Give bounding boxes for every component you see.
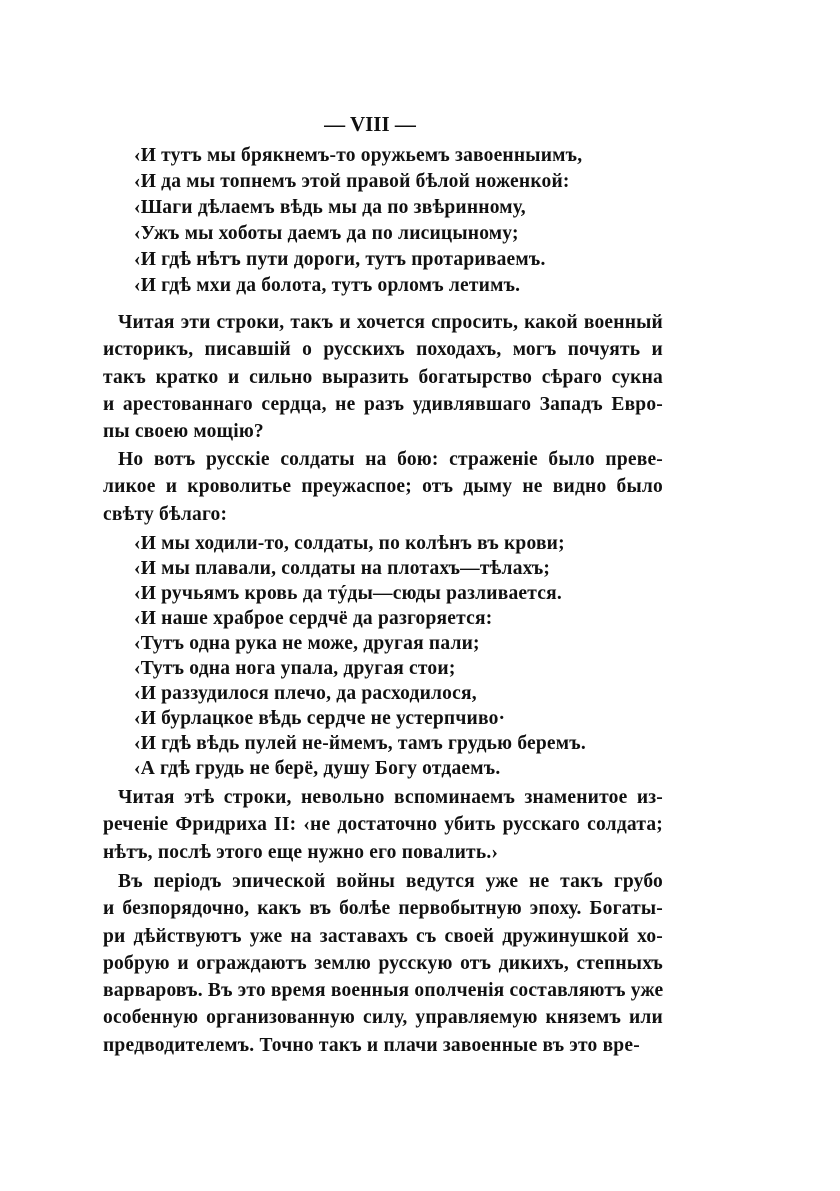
text-line: реченіе Фридриха II: ‹не достаточно убить русскаго солдата; <box>103 814 663 836</box>
text-line: Читая эти строки, такъ и хочется спросить, какой военный <box>118 312 663 333</box>
verse-line: ‹И наше храброе сердчё да разгоряется: <box>134 608 493 629</box>
verse-line: ‹И гдѣ вѣдь пулей не-ймемъ, тамъ грудью беремъ. <box>134 733 586 754</box>
page-number: — VIII — <box>324 112 416 136</box>
verse-block-2 <box>134 531 586 781</box>
verse-block-1 <box>134 143 582 299</box>
text-line: Но вотъ русскіе солдаты на бою: страженіе было преве- <box>118 449 663 470</box>
text-line: варваровъ. Въ это время военныя ополченія составляютъ уже <box>103 980 664 1002</box>
verse-line: ‹И раззудилося плечо, да расходилося, <box>134 683 477 704</box>
paragraph-4 <box>103 868 663 1059</box>
paragraph-3 <box>103 784 663 866</box>
text-line: нѣтъ, послѣ этого еще нужно его повалить.› <box>103 841 499 863</box>
verse-line: ‹И тутъ мы брякнемъ-то оружьемъ завоенныимъ, <box>134 145 583 166</box>
verse-line: ‹Тутъ одна рука не може, другая пали; <box>134 633 480 654</box>
paragraph-2 <box>103 446 663 528</box>
verse-line: ‹Шаги дѣлаемъ вѣдь мы да по звѣринному, <box>134 197 526 218</box>
verse-line: ‹Тутъ одна нога упала, другая стои; <box>134 658 456 679</box>
paragraph-1 <box>103 309 663 445</box>
text-line: пы своею мощію? <box>103 421 264 443</box>
verse-line: ‹Ужъ мы хоботы даемъ да по лисицыному; <box>134 223 519 244</box>
text-line: предводителемъ. Точно такъ и плачи завоенные въ это вре- <box>103 1034 640 1056</box>
verse-line: ‹А гдѣ грудь не берё, душу Богу отдаемъ. <box>134 758 501 779</box>
verse-line: ‹И да мы топнемъ этой правой бѣлой ноженкой: <box>134 171 570 192</box>
verse-line: ‹И ручьямъ кровь да тýды—сюды разливается. <box>134 583 562 604</box>
text-line: Читая этѣ строки, невольно вспоминаемъ знаменитое из- <box>118 787 663 808</box>
text-line: и безпорядочно, какъ въ болѣе первобытную эпоху. Богаты- <box>103 898 663 920</box>
verse-line: ‹И мы плавали, солдаты на плотахъ—тѣлахъ; <box>134 558 551 579</box>
text-line: и арестованнаго сердца, не разъ удивлявшаго Западъ Евро- <box>103 393 663 415</box>
verse-line: ‹И мы ходили-то, солдаты, по колѣнъ въ крови; <box>134 533 565 554</box>
verse-line: ‹И гдѣ мхи да болота, тутъ орломъ летимъ. <box>134 275 521 296</box>
text-line: историкъ, писавшій о русскихъ походахъ, могъ почуять и <box>103 339 663 361</box>
text-line: особенную организованную силу, управляемую княземъ или <box>103 1007 663 1029</box>
text-line: ликое и кроволитье преужаспое; отъ дыму не видно было <box>103 476 663 498</box>
text-line: такъ кратко и сильно выразить богатырство сѣраго сукна <box>103 366 663 388</box>
text-line: свѣту бѣлаго: <box>103 503 228 525</box>
text-line: Въ періодъ эпической войны ведутся уже не такъ грубо <box>118 871 663 892</box>
text-line: ри дѣйствуютъ уже на заставахъ съ своей дружинушкой хо- <box>103 925 663 947</box>
verse-line: ‹И гдѣ нѣтъ пути дороги, тутъ протариваемъ. <box>134 249 546 270</box>
verse-line: ‹И бурлацкое вѣдь сердче не устерпчиво· <box>134 708 506 729</box>
text-line: робрую и ограждаютъ землю русскую отъ дикихъ, степныхъ <box>103 952 663 974</box>
